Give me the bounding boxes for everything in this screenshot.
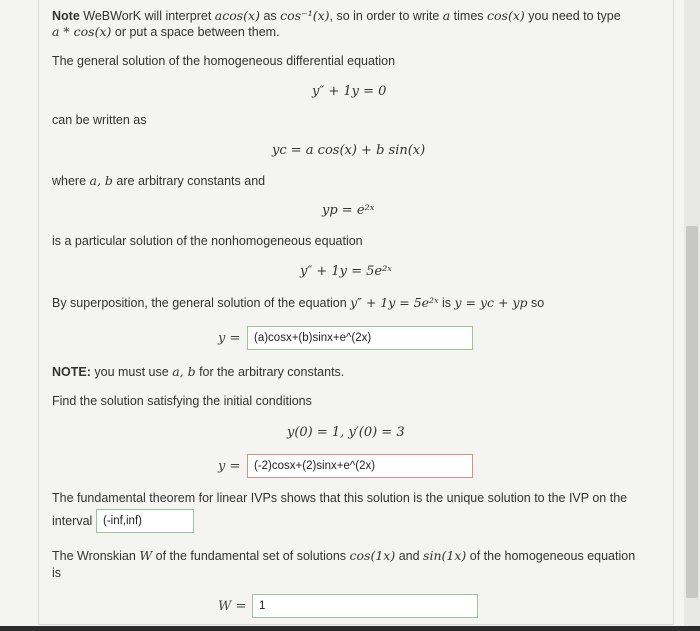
where-text: where a, b are arbitrary constants and xyxy=(52,173,266,188)
theorem-line-2: interval xyxy=(52,514,93,528)
find-text: Find the solution satisfying the initial conditions xyxy=(52,394,312,408)
intro-text: The general solution of the homogeneous differential equation xyxy=(52,54,396,68)
superposition-text: By superposition, the general solution of the equation y″ + 1y = 5e²ˣ is y = yc + yp so xyxy=(52,295,545,310)
note2-text: NOTE: you must use a, b for the arbitrary constants. xyxy=(52,364,345,379)
eq-yp: yp = e²ˣ xyxy=(322,203,375,218)
wronskian-label: W = xyxy=(218,599,247,614)
wronskian-line-1: The Wronskian W of the fundamental set of solutions cos(1x) and sin(1x) of the homogeneous equation xyxy=(52,548,636,563)
interval-input[interactable]: (-inf,inf) xyxy=(96,509,194,533)
eq-nonhomogeneous: y″ + 1y = 5e²ˣ xyxy=(300,264,392,279)
answer2-label: y = xyxy=(218,459,241,474)
answer2-input[interactable]: (-2)cosx+(2)sinx+e^(2x) xyxy=(247,454,473,478)
answer1-input[interactable]: (a)cosx+(b)sinx+e^(2x) xyxy=(247,326,473,350)
scrollbar[interactable] xyxy=(684,0,700,631)
window-bottom-edge xyxy=(0,626,700,631)
answer1-label: y = xyxy=(218,331,241,346)
particular-text: is a particular solution of the nonhomogeneous equation xyxy=(52,234,363,248)
scrollbar-thumb[interactable] xyxy=(686,226,698,598)
note-line-1: Note WeBWorK will interpret acos(x) as cos⁻¹(x), so in order to write a times cos(x) you need to type xyxy=(52,8,621,23)
eq-yc: yc = a cos(x) + b sin(x) xyxy=(272,143,426,158)
can-be-written-text: can be written as xyxy=(52,113,147,127)
note-bold: Note xyxy=(52,9,80,23)
theorem-line-1: The fundamental theorem for linear IVPs shows that this solution is the unique solution to the IVP on the xyxy=(52,491,628,505)
wronskian-input[interactable]: 1 xyxy=(252,594,478,618)
eq-initial-conditions: y(0) = 1, y′(0) = 3 xyxy=(287,425,405,440)
eq-homogeneous: y″ + 1y = 0 xyxy=(312,84,387,99)
wronskian-line-2: is xyxy=(52,566,62,580)
note-line-2: a * cos(x) or put a space between them. xyxy=(52,24,280,39)
